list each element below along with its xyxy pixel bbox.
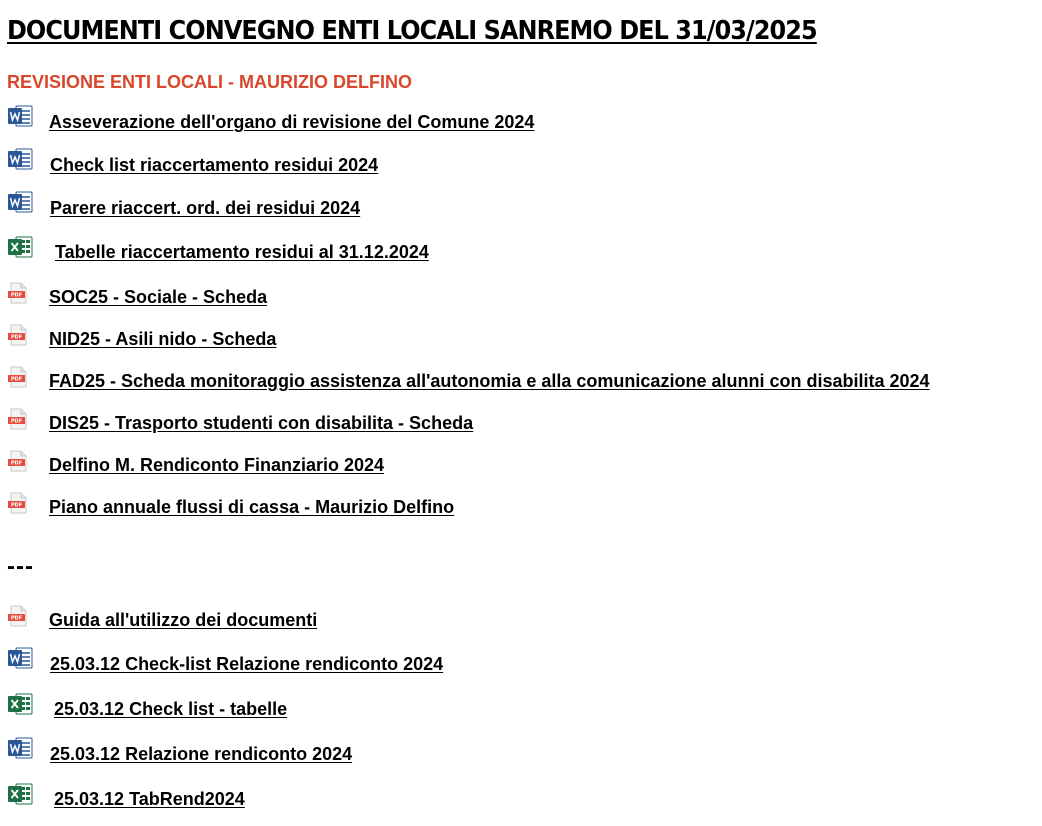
excel-icon bbox=[7, 235, 33, 264]
document-link[interactable]: 25.03.12 Relazione rendiconto 2024 bbox=[50, 744, 353, 764]
document-link[interactable]: Check list riaccertamento residui 2024 bbox=[50, 155, 379, 175]
document-link[interactable]: 25.03.12 TabRend2024 bbox=[54, 789, 245, 809]
document-link[interactable]: NID25 - Asili nido - Scheda bbox=[49, 329, 277, 349]
pdf-icon bbox=[7, 366, 29, 393]
document-link[interactable]: Piano annuale flussi di cassa - Maurizio Delfino bbox=[49, 497, 455, 517]
document-link[interactable]: Asseverazione dell'organo di revisione del Comune 2024 bbox=[49, 112, 535, 132]
word-icon bbox=[7, 190, 33, 219]
svg-text:PDF: PDF bbox=[10, 292, 23, 299]
svg-text:PDF: PDF bbox=[10, 502, 23, 509]
page-title: DOCUMENTI CONVEGNO ENTI LOCALI SANREMO DEL 31/03/2025 bbox=[7, 16, 817, 46]
document-link[interactable]: 25.03.12 Check list - tabelle bbox=[54, 699, 288, 719]
document-link[interactable]: 25.03.12 Check-list Relazione rendiconto 2024 bbox=[50, 654, 444, 674]
pdf-icon bbox=[7, 450, 29, 477]
svg-text:PDF: PDF bbox=[10, 418, 23, 425]
excel-icon bbox=[7, 692, 33, 721]
pdf-icon bbox=[7, 492, 29, 519]
pdf-icon bbox=[7, 605, 29, 632]
document-link[interactable]: Guida all'utilizzo dei documenti bbox=[49, 610, 318, 630]
document-link[interactable]: DIS25 - Trasporto studenti con disabilita - Scheda bbox=[49, 413, 474, 433]
pdf-icon bbox=[7, 282, 29, 309]
svg-text:PDF: PDF bbox=[10, 460, 23, 467]
document-link[interactable]: SOC25 - Sociale - Scheda bbox=[49, 287, 268, 307]
pdf-icon bbox=[7, 324, 29, 351]
document-link[interactable]: FAD25 - Scheda monitoraggio assistenza all'autonomia e alla comunicazione alunni con disabilita 2024 bbox=[49, 371, 930, 391]
section-title: REVISIONE ENTI LOCALI - MAURIZIO DELFINO bbox=[7, 72, 412, 92]
word-icon bbox=[7, 736, 33, 765]
pdf-icon bbox=[7, 408, 29, 435]
excel-icon bbox=[7, 782, 33, 811]
document-link[interactable]: Tabelle riaccertamento residui al 31.12.2024 bbox=[55, 242, 429, 262]
word-icon bbox=[7, 646, 33, 675]
document-link[interactable]: Delfino M. Rendiconto Finanziario 2024 bbox=[49, 455, 385, 475]
separator: --- bbox=[7, 553, 34, 580]
word-icon bbox=[7, 147, 33, 176]
document-link[interactable]: Parere riaccert. ord. dei residui 2024 bbox=[50, 198, 361, 218]
word-icon bbox=[7, 104, 33, 133]
svg-text:PDF: PDF bbox=[10, 615, 23, 622]
svg-text:PDF: PDF bbox=[10, 376, 23, 383]
svg-text:PDF: PDF bbox=[10, 334, 23, 341]
